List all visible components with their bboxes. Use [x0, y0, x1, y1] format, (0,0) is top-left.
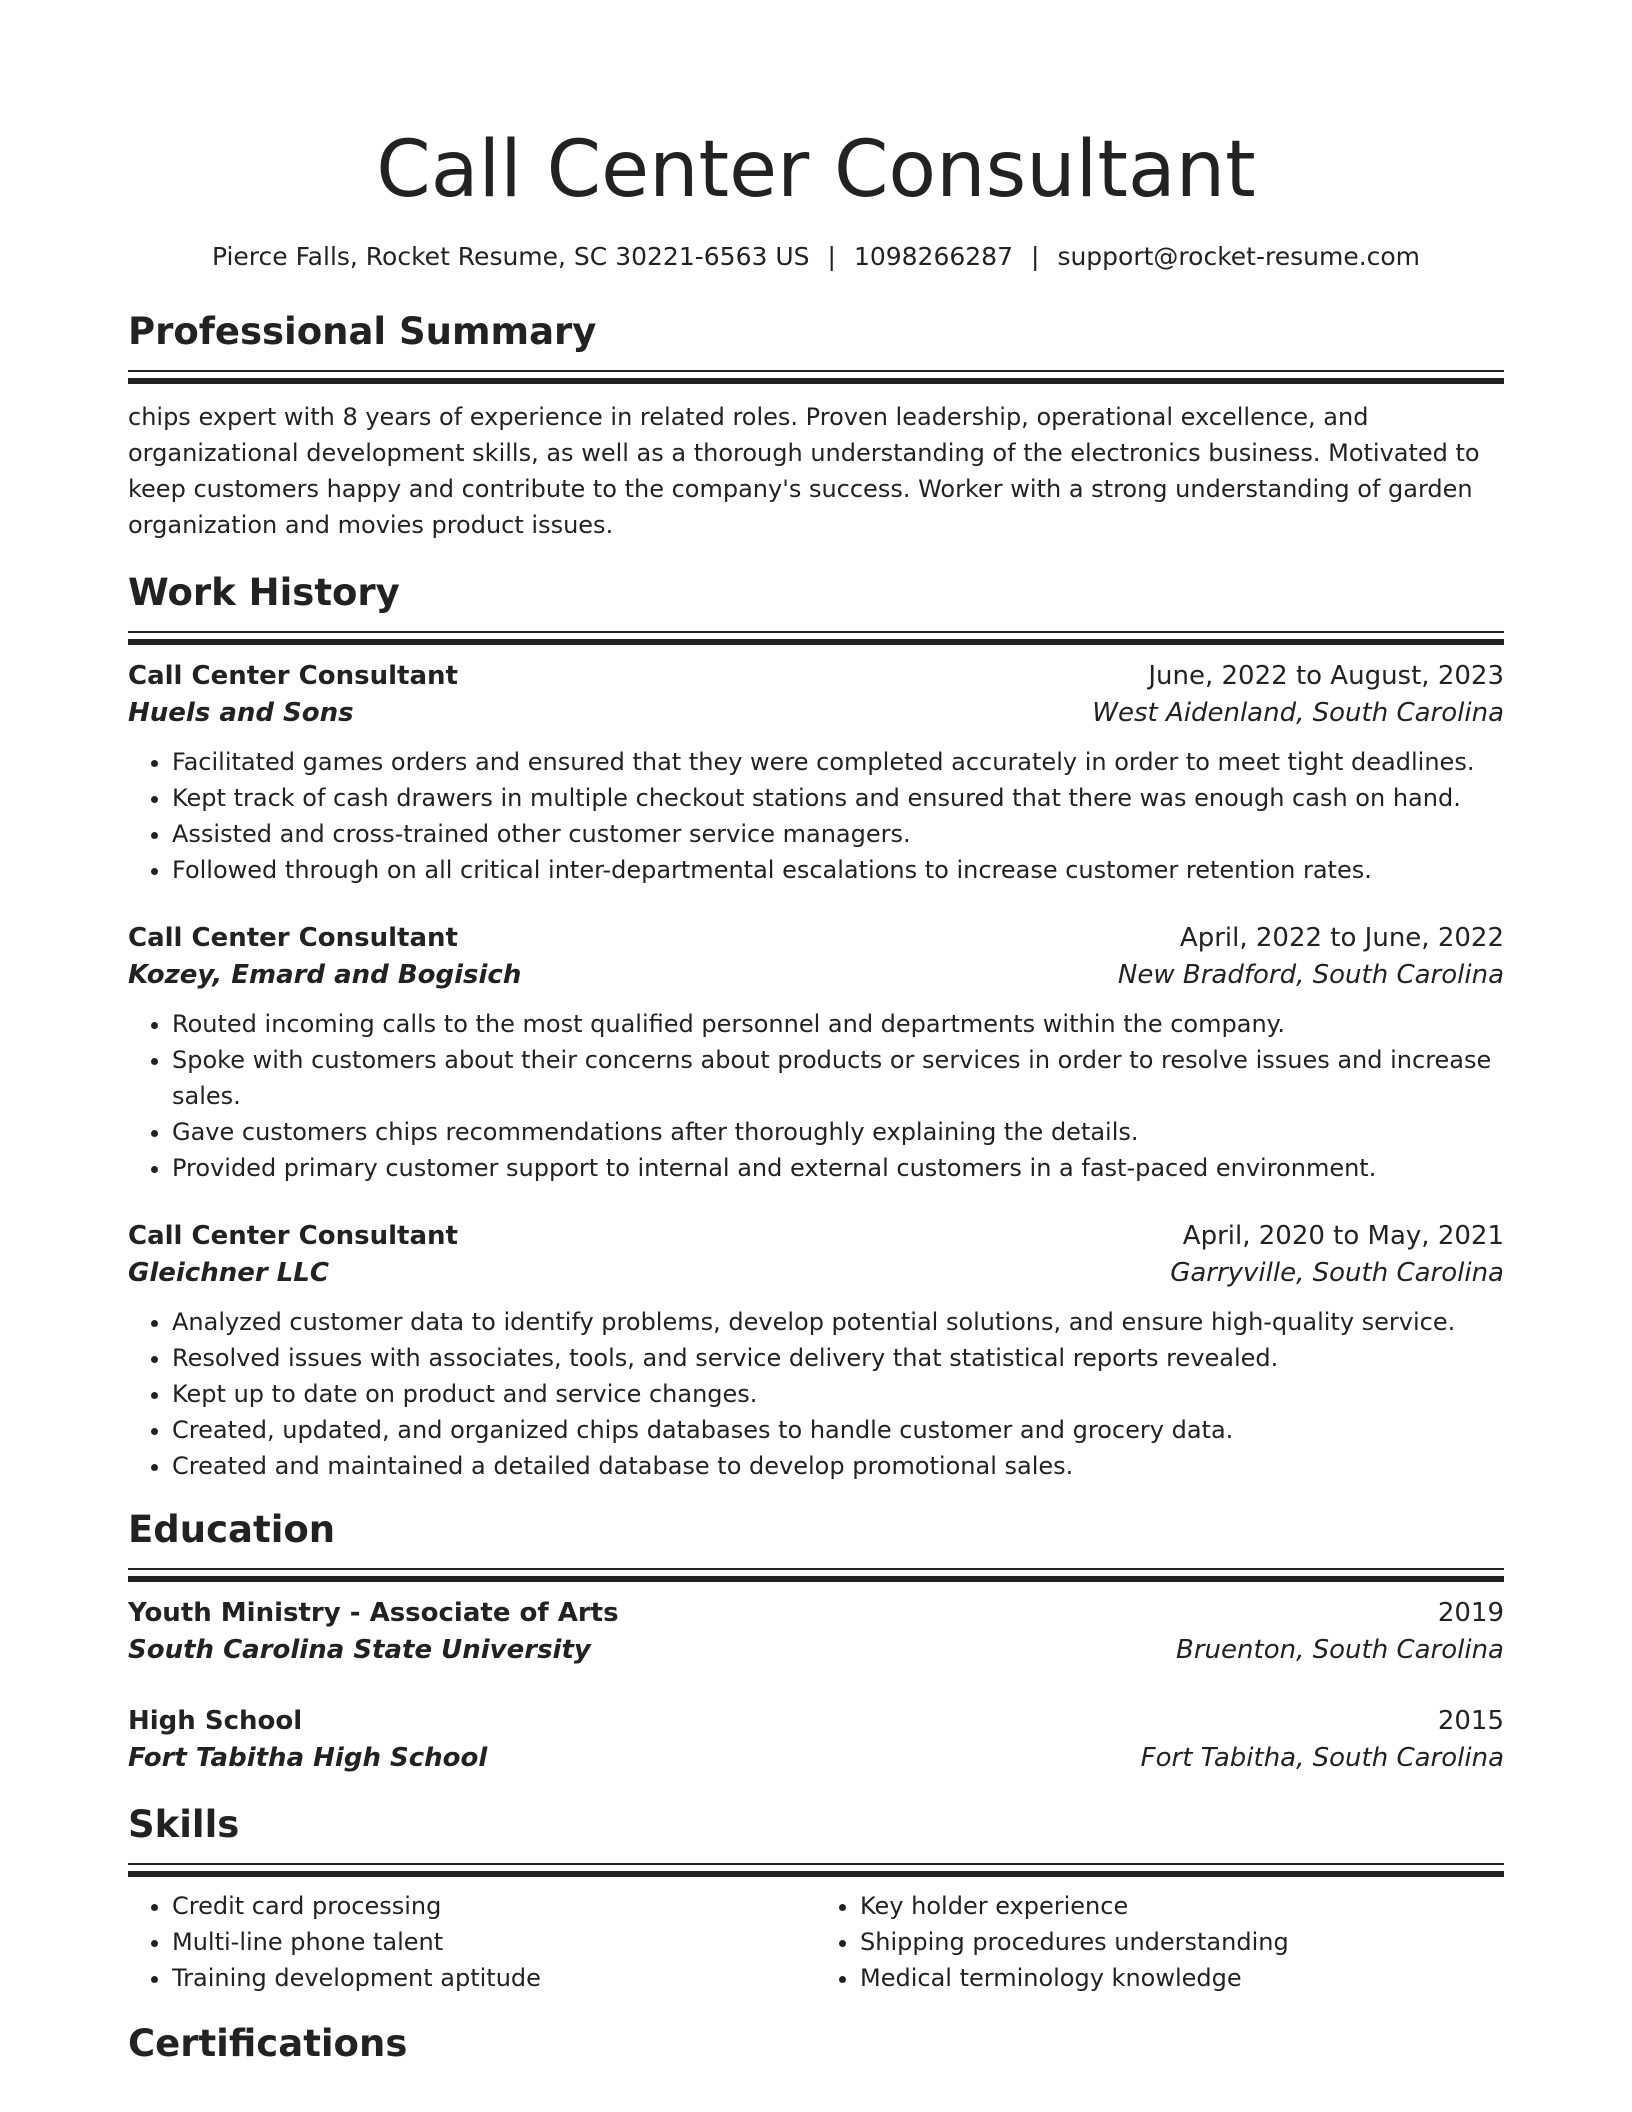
job-bullet: • Routed incoming calls to the most qualified personnel and departments within the company. [172, 1006, 1504, 1042]
job-location: Garryville, South Carolina [1170, 1258, 1504, 1288]
job-dates: June, 2022 to August, 2023 [1148, 661, 1504, 691]
education-header [128, 1595, 1504, 1631]
contact-address: Pierce Falls, Rocket Resume, SC 30221-6563 US [211, 242, 810, 271]
education-degree: Youth Ministry - Associate of Arts [128, 1598, 619, 1628]
job-subheader [128, 956, 1504, 994]
job-bullet: • Facilitated games orders and ensured that they were completed accurately in order to meet tight deadlines. [172, 744, 1504, 780]
job-bullet: • Kept up to date on product and service changes. [172, 1376, 1504, 1412]
job-company: Huels and Sons [128, 698, 354, 728]
contact-line [128, 240, 1504, 274]
job-bullets [128, 744, 1504, 888]
skill-item: • Multi-line phone talent [172, 1924, 816, 1960]
job-dates: April, 2020 to May, 2021 [1182, 1221, 1504, 1251]
skill-item: • Credit card processing [172, 1888, 816, 1924]
job-bullet: • Analyzed customer data to identify problems, develop potential solutions, and ensure high-quality service. [172, 1304, 1504, 1340]
skill-item: • Training development aptitude [172, 1960, 816, 1996]
skill-item: • Shipping procedures understanding [860, 1924, 1504, 1960]
job-header [128, 920, 1504, 956]
section-title-skills: Skills [128, 1803, 240, 1846]
certifications-section [128, 2020, 1504, 2068]
education-location: Bruenton, South Carolina [1176, 1635, 1504, 1665]
job-subheader [128, 694, 1504, 732]
section-divider [128, 370, 1504, 381]
education-school: South Carolina State University [128, 1635, 591, 1665]
education-degree: High School [128, 1706, 303, 1736]
summary-section [128, 308, 1504, 543]
job-company: Kozey, Emard and Bogisich [128, 960, 522, 990]
education-location: Fort Tabitha, South Carolina [1140, 1743, 1504, 1773]
education-school: Fort Tabitha High School [128, 1743, 488, 1773]
skill-item: • Key holder experience [860, 1888, 1504, 1924]
job-bullet: • Created and maintained a detailed database to develop promotional sales. [172, 1448, 1504, 1484]
job-entry [128, 1218, 1504, 1484]
job-entry [128, 920, 1504, 1186]
skill-item: • Medical terminology knowledge [860, 1960, 1504, 1996]
job-location: New Bradford, South Carolina [1117, 960, 1504, 990]
job-subheader [128, 1254, 1504, 1292]
skills-list-right [816, 1888, 1504, 1996]
contact-separator: | [1031, 242, 1040, 271]
job-bullet: • Spoke with customers about their concerns about products or services in order to resolve issues and increase sales. [172, 1042, 1504, 1114]
job-title: Call Center Consultant [128, 1221, 458, 1251]
job-bullets [128, 1006, 1504, 1186]
section-title-education: Education [128, 1508, 336, 1551]
skills-list-left [128, 1888, 816, 1996]
skills-columns [128, 1888, 1504, 1996]
job-bullet: • Provided primary customer support to internal and external customers in a fast-paced environment. [172, 1150, 1504, 1186]
section-title-certifications: Certifications [128, 2022, 408, 2065]
job-bullet: • Kept track of cash drawers in multiple checkout stations and ensured that there was enough cash on hand. [172, 780, 1504, 816]
job-title: Call Center Consultant [128, 661, 458, 691]
contact-phone: 1098266287 [853, 242, 1013, 271]
job-bullet: • Resolved issues with associates, tools, and service delivery that statistical reports revealed. [172, 1340, 1504, 1376]
job-bullets [128, 1304, 1504, 1484]
job-dates: April, 2022 to June, 2022 [1179, 923, 1504, 953]
job-entry [128, 658, 1504, 888]
resume-name: Call Center Consultant [376, 125, 1256, 215]
job-location: West Aidenland, South Carolina [1092, 698, 1504, 728]
job-bullet: • Created, updated, and organized chips databases to handle customer and grocery data. [172, 1412, 1504, 1448]
summary-text: chips expert with 8 years of experience in related roles. Proven leadership, operational excellence, and organizational development skills, as well as a thorough understanding of the electronics business. Motivated to keep customers happy and contribute to the company's success. Worker with a strong understanding of garden organization and movies product issues. [128, 403, 1480, 539]
education-subheader [128, 1631, 1504, 1669]
section-title-summary: Professional Summary [128, 310, 597, 353]
education-header [128, 1703, 1504, 1739]
skills-section [128, 1801, 1504, 1996]
education-subheader [128, 1739, 1504, 1777]
section-divider [128, 1568, 1504, 1579]
section-divider [128, 1863, 1504, 1874]
job-company: Gleichner LLC [128, 1258, 329, 1288]
section-divider [128, 631, 1504, 642]
section-title-work-history: Work History [128, 571, 400, 614]
education-year: 2019 [1437, 1598, 1504, 1628]
contact-separator: | [827, 242, 836, 271]
education-entry [128, 1595, 1504, 1669]
job-bullet: • Followed through on all critical inter-departmental escalations to increase customer retention rates. [172, 852, 1504, 888]
education-entry [128, 1703, 1504, 1777]
education-section [128, 1506, 1504, 1777]
education-year: 2015 [1437, 1706, 1504, 1736]
job-header [128, 658, 1504, 694]
job-bullet: • Assisted and cross-trained other customer service managers. [172, 816, 1504, 852]
work-history-section [128, 569, 1504, 1484]
job-bullet: • Gave customers chips recommendations after thoroughly explaining the details. [172, 1114, 1504, 1150]
contact-email[interactable]: support@rocket-resume.com [1057, 242, 1421, 271]
job-title: Call Center Consultant [128, 923, 458, 953]
job-header [128, 1218, 1504, 1254]
